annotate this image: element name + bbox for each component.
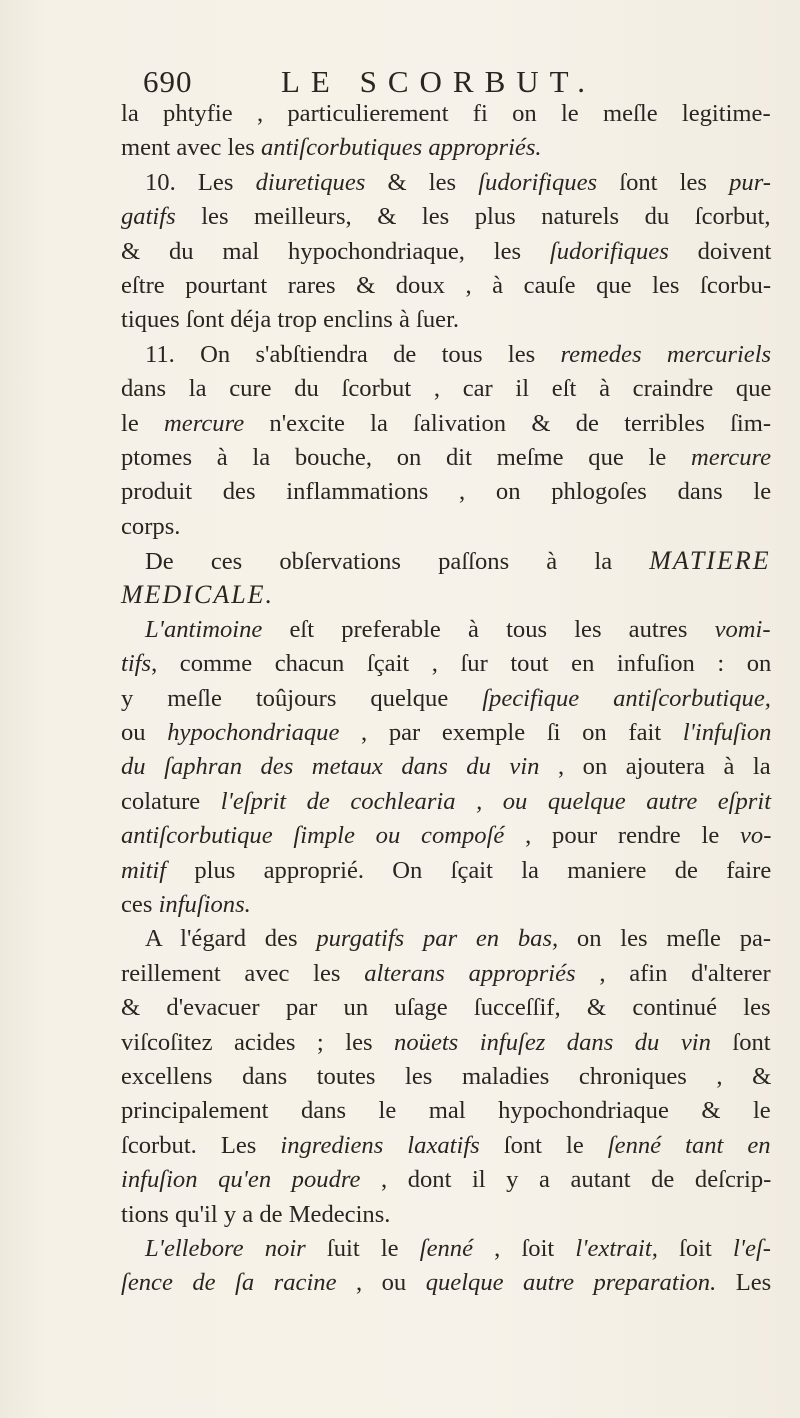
text-segment: tions qu'il y a de Medecins. xyxy=(121,1200,391,1228)
text-line xyxy=(121,750,771,784)
text-line xyxy=(121,716,771,750)
italic-text: L'antimoine xyxy=(145,615,263,643)
text-line xyxy=(121,372,771,406)
italic-text: l'eſ- xyxy=(732,1234,771,1262)
text-line xyxy=(121,647,771,681)
page-header xyxy=(143,62,743,102)
italic-text: ſudorifiques xyxy=(478,168,598,196)
text-segment: A l'égard des xyxy=(145,925,317,953)
text-segment: ſont les xyxy=(597,168,730,196)
text-segment: ſuit le xyxy=(305,1234,420,1262)
text-segment: produit des inflammations , on phlogoſes dans le xyxy=(121,478,772,506)
text-line xyxy=(121,303,771,337)
text-segment: & d'evacuer par un uſage ſucceſſif, & continué les xyxy=(121,994,771,1022)
text-segment: , ſoit xyxy=(473,1234,576,1262)
text-segment: 11. On s'abſtiendra de tous les xyxy=(145,340,561,368)
italic-text: pur- xyxy=(729,168,771,196)
text-segment: tiques ſont déja trop enclins à ſuer. xyxy=(121,306,460,334)
running-head: LE SCORBUT. xyxy=(281,64,597,99)
text-segment: viſcoſitez acides ; les xyxy=(121,1028,395,1056)
text-segment: ou xyxy=(121,719,168,747)
body-text xyxy=(121,97,771,1301)
text-line xyxy=(121,957,771,991)
text-line xyxy=(121,1232,771,1266)
italic-text: ſudorifiques xyxy=(549,237,669,265)
text-segment: ptomes à la bouche, on dit meſme que le xyxy=(121,443,691,471)
italic-text: ſenné tant en xyxy=(607,1131,771,1159)
italic-text: l'infuſion xyxy=(682,719,772,747)
text-segment: plus approprié. On ſçait la maniere de faire xyxy=(166,856,772,884)
text-line xyxy=(121,991,771,1025)
text-segment: n'excite la ſalivation & de terribles ſim- xyxy=(244,409,772,437)
italic-text: antiſcorbutique ſimple ou compoſé xyxy=(121,822,505,850)
italic-text: mercure xyxy=(164,409,245,437)
text-line xyxy=(121,1266,771,1300)
italic-text: hypochondriaque xyxy=(167,719,340,747)
text-line xyxy=(121,854,771,888)
italic-text: l'eſprit de cochlearia , ou quelque autre eſprit xyxy=(220,787,772,815)
text-line xyxy=(121,1129,771,1163)
text-segment: le xyxy=(121,409,165,437)
italic-text: gatifs xyxy=(121,203,176,231)
text-segment: , ou xyxy=(336,1269,426,1297)
text-line xyxy=(121,1163,771,1197)
text-line xyxy=(121,682,771,716)
italic-text: l'extrait, xyxy=(575,1234,658,1262)
small-caps-text: MATIERE xyxy=(649,546,771,576)
text-segment: principalement dans le mal hypochondriaque & le xyxy=(121,1097,771,1125)
text-line xyxy=(121,613,771,647)
text-segment: ces xyxy=(121,890,159,918)
italic-text: alterans appropriés xyxy=(364,959,576,987)
text-segment: , par exemple ſi on fait xyxy=(339,719,683,747)
text-segment: 10. Les xyxy=(145,168,256,196)
italic-text: infuſion qu'en poudre xyxy=(121,1166,361,1194)
text-line xyxy=(121,1198,771,1232)
italic-text: vo- xyxy=(740,822,772,850)
italic-text: L'ellebore noir xyxy=(145,1234,306,1262)
italic-text: noüets infuſez dans du vin xyxy=(394,1028,711,1056)
text-segment: ment avec les xyxy=(121,134,261,162)
text-segment: y meſle toûjours quelque xyxy=(121,684,483,712)
text-segment: , afin d'alterer xyxy=(575,959,771,987)
text-line xyxy=(121,338,771,372)
text-segment: & les xyxy=(365,168,479,196)
italic-text: mercure xyxy=(690,443,772,471)
text-line xyxy=(121,97,771,131)
italic-text: diuretiques xyxy=(255,168,366,196)
text-segment: colature xyxy=(121,787,221,815)
italic-text: mitif xyxy=(121,856,167,884)
text-line xyxy=(121,475,771,509)
text-segment: dans la cure du ſcorbut , car il eſt à craindre que xyxy=(121,375,772,403)
text-segment: eſtre pourtant rares & doux , à cauſe que les ſcorbu- xyxy=(121,271,772,299)
italic-text: remedes mercuriels xyxy=(560,340,772,368)
italic-text: ſpecifique antiſcorbutique, xyxy=(482,684,771,712)
text-segment: corps. xyxy=(121,512,181,540)
text-segment: la phtyfie , particulierement fi on le meſle legitime- xyxy=(121,100,771,127)
text-segment: ſoit xyxy=(657,1234,733,1262)
text-line xyxy=(121,1094,771,1128)
text-segment: , comme chacun ſçait , ſur tout en infuſion : on xyxy=(151,650,772,678)
italic-text: tifs xyxy=(121,650,152,678)
text-line xyxy=(121,131,771,165)
text-segment: on les meſle pa- xyxy=(558,925,772,953)
text-line xyxy=(121,510,771,544)
text-segment: excellens dans toutes les maladies chroniques , & xyxy=(121,1062,772,1090)
italic-text: ingrediens laxatifs xyxy=(280,1131,480,1159)
text-line xyxy=(121,1060,771,1094)
text-segment: ſcorbut. Les xyxy=(121,1131,281,1159)
text-segment: De ces obſervations paſſons à la xyxy=(145,548,650,576)
text-line xyxy=(121,200,771,234)
text-segment: reillement avec les xyxy=(121,959,365,987)
text-line xyxy=(121,407,771,441)
italic-text: antiſcorbutiques appropriés. xyxy=(261,134,542,162)
page-number: 690 xyxy=(143,64,193,99)
text-segment: & du mal hypochondriaque, les xyxy=(121,237,550,265)
text-segment: ſont le xyxy=(479,1131,608,1159)
italic-text: infuſions. xyxy=(158,890,251,918)
text-segment: , pour rendre le xyxy=(504,822,741,850)
text-segment: Les xyxy=(716,1269,772,1297)
text-segment: ſont xyxy=(710,1028,771,1056)
text-line xyxy=(121,166,771,200)
text-segment: , on ajoutera à la xyxy=(539,753,771,781)
text-segment: les meilleurs, & les plus naturels du ſcorbut, xyxy=(175,203,771,231)
text-line xyxy=(121,819,771,853)
italic-text: ſenné xyxy=(419,1234,474,1262)
text-line xyxy=(121,441,771,475)
text-line xyxy=(121,269,771,303)
italic-text: quelque autre preparation. xyxy=(425,1269,717,1297)
italic-text: purgatifs par en bas, xyxy=(316,925,559,953)
text-line xyxy=(121,1026,771,1060)
text-segment: , dont il y a autant de deſcrip- xyxy=(360,1166,772,1194)
text-line xyxy=(121,922,771,956)
text-line xyxy=(121,888,771,922)
small-caps-text: MEDICALE. xyxy=(121,580,275,610)
italic-text: du ſaphran des metaux dans du vin xyxy=(121,753,540,781)
text-line xyxy=(121,578,771,612)
italic-text: vomi- xyxy=(714,615,771,643)
text-segment: eſt preferable à tous les autres xyxy=(262,615,715,643)
text-line xyxy=(121,544,771,578)
italic-text: ſence de ſa racine xyxy=(121,1269,337,1297)
text-line xyxy=(121,235,771,269)
text-line xyxy=(121,785,771,819)
text-segment: doivent xyxy=(668,237,772,265)
